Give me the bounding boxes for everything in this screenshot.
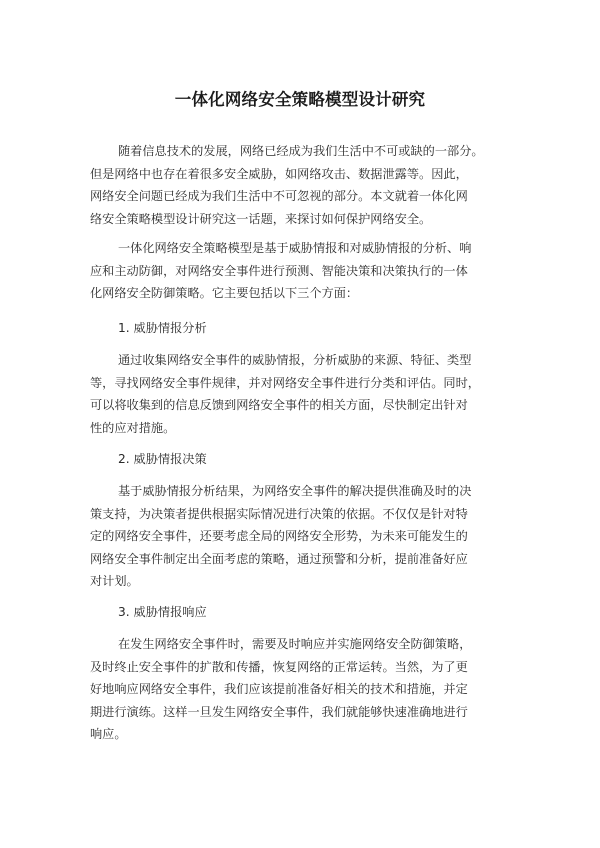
- paragraph-line: 及时终止安全事件的扩散和传播，恢复网络的正常运转。当然，为了更: [90, 659, 468, 674]
- paragraph-line: 网络安全事件制定出全面考虑的策略，通过预警和分析，提前准备好应: [90, 551, 468, 566]
- section-heading-threat-response: 3. 威胁情报响应: [118, 605, 207, 619]
- paragraph-line: 基于威胁情报分析结果，为网络安全事件的解决提供准确及时的决: [118, 484, 472, 498]
- paragraph-line: 策支持，为决策者提供根据实际情况进行决策的依据。不仅仅是针对特: [90, 506, 468, 521]
- intro-paragraph-1: [90, 140, 516, 230]
- paragraph-line: 但是网络中也存在着很多安全威胁，如网络攻击、数据泄露等。因此，: [90, 166, 468, 181]
- paragraph-line: 络安全策略模型设计研究这一话题，来探讨如何保护网络安全。: [90, 211, 432, 226]
- paragraph-line: 应和主动防御，对网络安全事件进行预测、智能决策和决策执行的一体: [90, 263, 468, 278]
- section-heading-threat-analysis: 1. 威胁情报分析: [118, 321, 207, 335]
- paragraph-line: 期进行演练。这样一旦发生网络安全事件，我们就能够快速准确地进行: [90, 704, 468, 719]
- paragraph-line: 响应。: [90, 727, 127, 742]
- document-title: 一体化网络安全策略模型设计研究: [174, 90, 426, 109]
- paragraph-line: 一体化网络安全策略模型是基于威胁情报和对威胁情报的分析、响: [118, 241, 472, 255]
- paragraph-line: 等，寻找网络安全事件规律，并对网络安全事件进行分类和评估。同时，: [90, 375, 480, 390]
- section-paragraph-threat-decision: [90, 480, 516, 593]
- paragraph-line: 性的应对措施。: [90, 420, 176, 435]
- paragraph-line: 在发生网络安全事件时，需要及时响应并实施网络安全防御策略，: [118, 637, 472, 651]
- section-heading-threat-decision: 2. 威胁情报决策: [118, 452, 207, 466]
- paragraph-line: 定的网络安全事件，还要考虑全局的网络安全形势，为未来可能发生的: [90, 529, 468, 544]
- section-paragraph-threat-response: [90, 633, 516, 746]
- paragraph-line: 对计划。: [90, 574, 139, 589]
- paragraph-line: 可以将收集到的信息反馈到网络安全事件的相关方面，尽快制定出针对: [90, 398, 468, 413]
- paragraph-line: 化网络安全防御策略。它主要包括以下三个方面：: [90, 286, 359, 301]
- paragraph-line: 网络安全问题已经成为我们生活中不可忽视的部分。本文就着一体化网: [90, 189, 468, 204]
- paragraph-line: 好地响应网络安全事件，我们应该提前准备好相关的技术和措施，并定: [90, 682, 468, 697]
- section-paragraph-threat-analysis: [90, 349, 516, 439]
- intro-paragraph-2: [90, 237, 516, 305]
- paragraph-line: 通过收集网络安全事件的威胁情报，分析威胁的来源、特征、类型: [118, 353, 472, 367]
- paragraph-line: 随着信息技术的发展，网络已经成为我们生活中不可或缺的一部分。: [118, 144, 484, 158]
